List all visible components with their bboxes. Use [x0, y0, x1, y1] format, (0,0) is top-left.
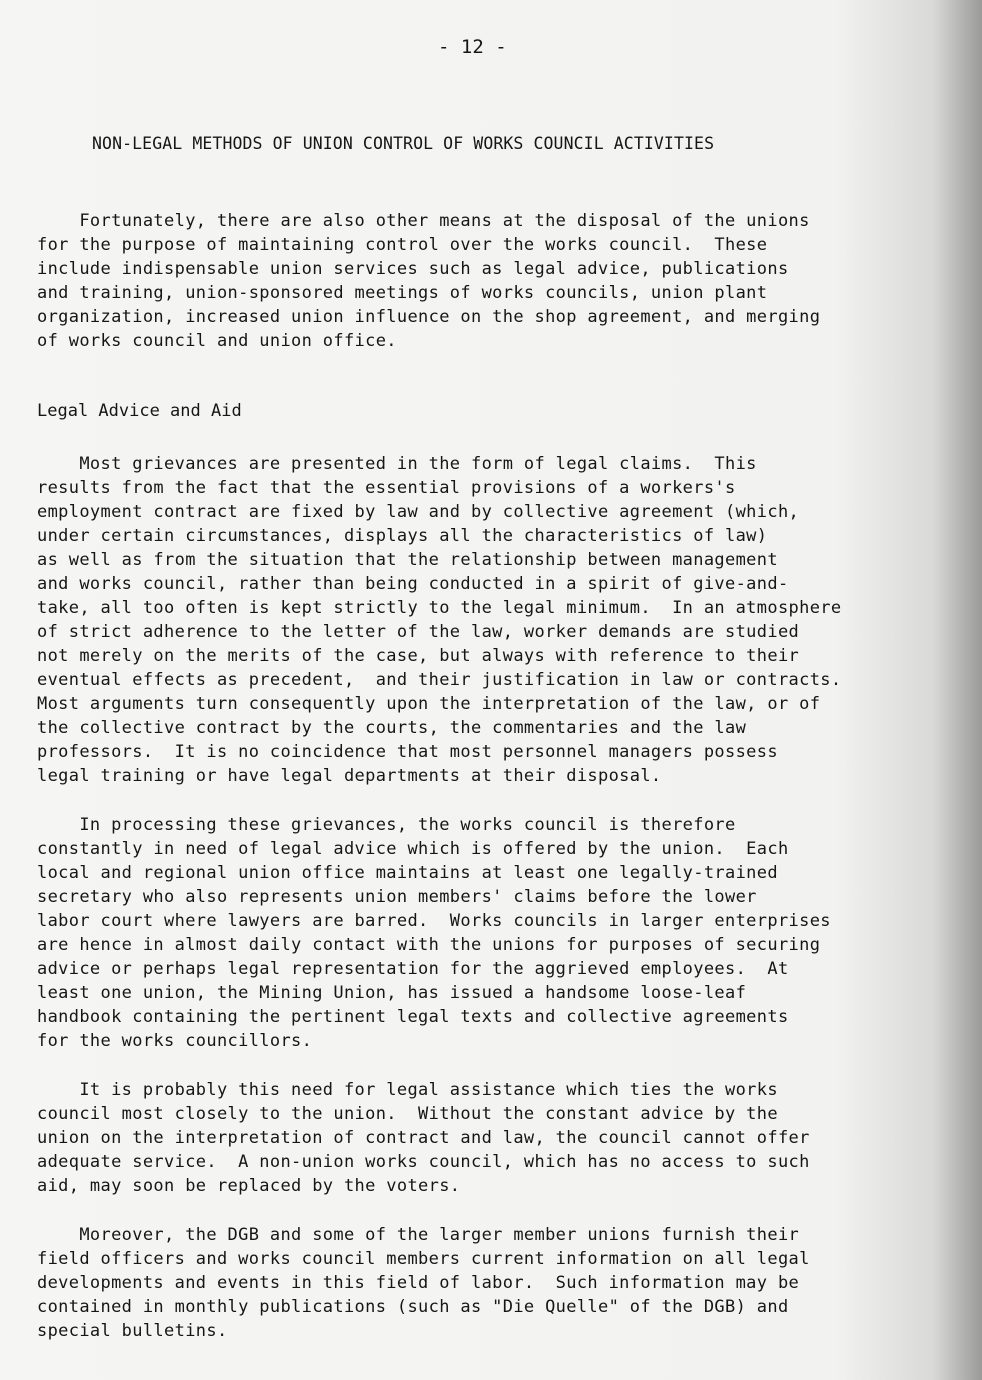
page-number: - 12 -: [438, 36, 507, 58]
paragraph-3-line: aid, may soon be replaced by the voters.: [37, 1176, 461, 1196]
paragraph-3-line: adequate service. A non-union works council, which has no access to such: [37, 1152, 810, 1172]
intro-line: for the purpose of maintaining control over the works council. These: [37, 235, 768, 255]
intro-line: include indispensable union services such as legal advice, publications: [37, 259, 789, 279]
section-heading: Legal Advice and Aid: [37, 401, 242, 421]
paragraph-2-line: least one union, the Mining Union, has issued a handsome loose-leaf: [37, 983, 747, 1003]
paragraph-1-line: Most grievances are presented in the form of legal claims. This: [37, 454, 757, 474]
paragraph-3-line: union on the interpretation of contract and law, the council cannot offer: [37, 1128, 810, 1148]
paragraph-4-line: field officers and works council members current information on all legal: [37, 1249, 810, 1269]
paragraph-2-line: for the works councillors.: [37, 1031, 313, 1051]
paragraph-2-line: constantly in need of legal advice which is offered by the union. Each: [37, 839, 789, 859]
paragraph-1-line: and works council, rather than being conducted in a spirit of give-and-: [37, 574, 789, 594]
paragraph-1-line: as well as from the situation that the relationship between management: [37, 550, 778, 570]
paragraph-1-line: not merely on the merits of the case, but always with reference to their: [37, 646, 800, 666]
intro-line: of works council and union office.: [37, 331, 397, 351]
paragraph-2-line: local and regional union office maintains at least one legally-trained: [37, 863, 778, 883]
paragraph-1-line: take, all too often is kept strictly to the legal minimum. In an atmosphere: [37, 598, 842, 618]
intro-line: and training, union-sponsored meetings of works councils, union plant: [37, 283, 768, 303]
paragraph-1-line: results from the fact that the essential provisions of a workers's: [37, 478, 736, 498]
paragraph-2-line: In processing these grievances, the works council is therefore: [37, 815, 736, 835]
paragraph-1-line: of strict adherence to the letter of the law, worker demands are studied: [37, 622, 800, 642]
paragraph-4-line: contained in monthly publications (such as "Die Quelle" of the DGB) and: [37, 1297, 789, 1317]
paragraph-1-line: under certain circumstances, displays all the characteristics of law): [37, 526, 768, 546]
paragraph-1-line: legal training or have legal departments at their disposal.: [37, 766, 662, 786]
page-title: NON-LEGAL METHODS OF UNION CONTROL OF WORKS COUNCIL ACTIVITIES: [92, 134, 715, 153]
paragraph-1-line: professors. It is no coincidence that most personnel managers possess: [37, 742, 778, 762]
paragraph-2-line: advice or perhaps legal representation for the aggrieved employees. At: [37, 959, 789, 979]
paragraph-4-line: developments and events in this field of labor. Such information may be: [37, 1273, 800, 1293]
paragraph-1-line: eventual effects as precedent, and their justification in law or contracts.: [37, 670, 842, 690]
paragraph-2-line: handbook containing the pertinent legal texts and collective agreements: [37, 1007, 789, 1027]
intro-line: Fortunately, there are also other means at the disposal of the unions: [37, 211, 810, 231]
paragraph-2-line: secretary who also represents union members' claims before the lower: [37, 887, 757, 907]
paragraph-2-line: are hence in almost daily contact with the unions for purposes of securing: [37, 935, 821, 955]
paragraph-1-line: employment contract are fixed by law and by collective agreement (which,: [37, 502, 800, 522]
paragraph-1-line: Most arguments turn consequently upon the interpretation of the law, or of: [37, 694, 821, 714]
paragraph-3-line: It is probably this need for legal assistance which ties the works: [37, 1080, 778, 1100]
intro-line: organization, increased union influence on the shop agreement, and merging: [37, 307, 821, 327]
paragraph-4-line: Moreover, the DGB and some of the larger member unions furnish their: [37, 1225, 800, 1245]
paragraph-3-line: council most closely to the union. Without the constant advice by the: [37, 1104, 778, 1124]
paragraph-2-line: labor court where lawyers are barred. Works councils in larger enterprises: [37, 911, 831, 931]
paragraph-4-line: special bulletins.: [37, 1321, 228, 1341]
paragraph-1-line: the collective contract by the courts, the commentaries and the law: [37, 718, 747, 738]
